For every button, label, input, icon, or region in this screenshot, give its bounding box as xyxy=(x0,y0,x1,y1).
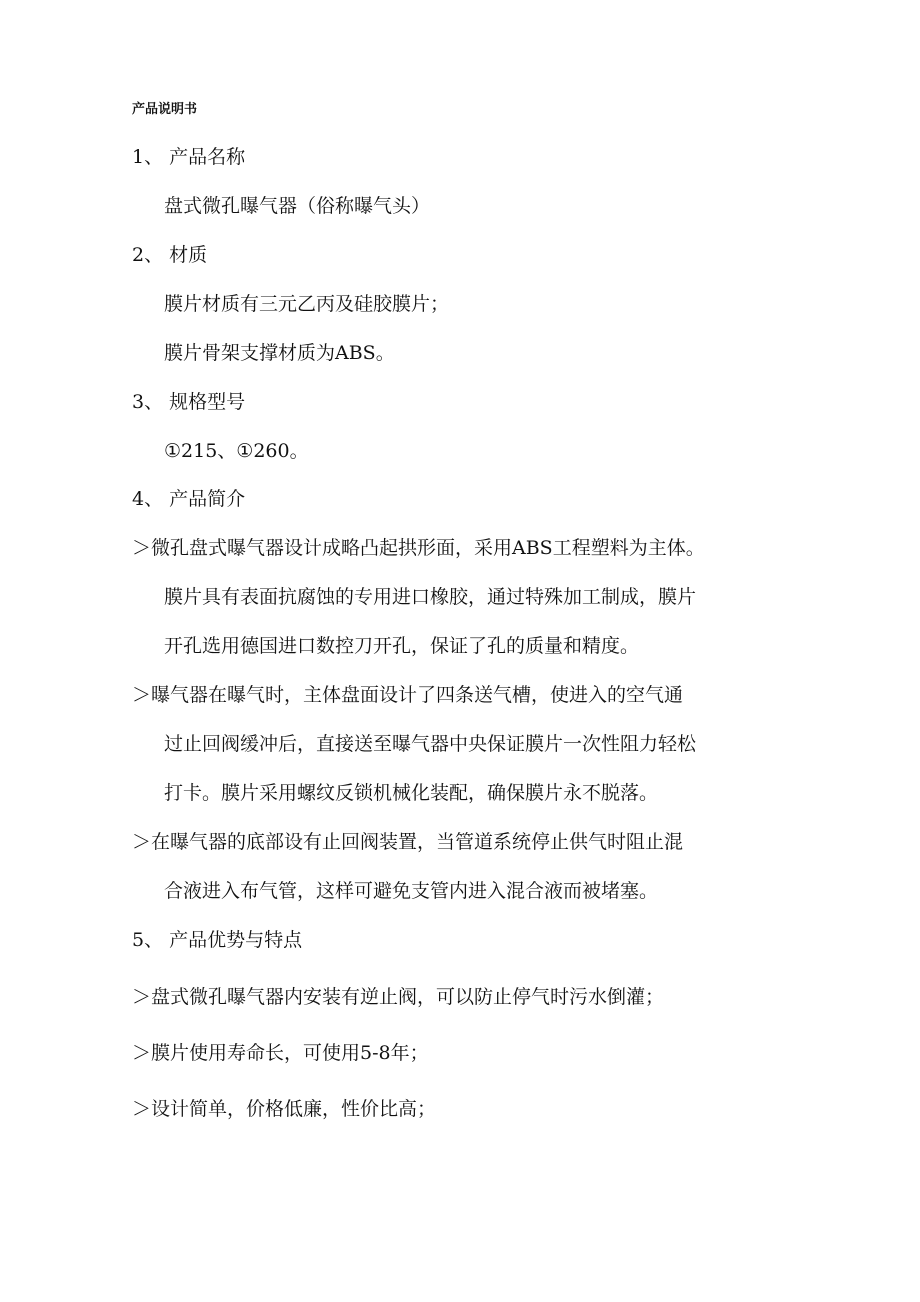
intro-paragraph-1-line-3: 开孔选用德国进口数控刀开孔，保证了孔的质量和精度。 xyxy=(164,635,640,657)
section-2-line: 膜片材质有三元乙丙及硅胶膜片； xyxy=(164,293,450,315)
section-2-heading: 2、 材质 xyxy=(132,244,208,266)
section-4-heading: 4、 产品简介 xyxy=(132,488,246,510)
section-2-line: 膜片骨架支撑材质为ABS。 xyxy=(164,342,395,364)
feature-item: ＞设计简单，价格低廉，性价比高； xyxy=(132,1098,437,1120)
feature-item: ＞膜片使用寿命长，可使用5-8年； xyxy=(132,1042,429,1064)
intro-paragraph-2-line-1: ＞曝气器在曝气时，主体盘面设计了四条送气槽，使进入的空气通 xyxy=(132,684,684,706)
intro-paragraph-1-line-2: 膜片具有表面抗腐蚀的专用进口橡胶，通过特殊加工制成，膜片 xyxy=(164,586,697,608)
section-1-heading: 1、 产品名称 xyxy=(132,146,246,168)
section-1-line: 盘式微孔曝气器（俗称曝气头） xyxy=(164,195,431,217)
intro-paragraph-2-line-3: 打卡。膜片采用螺纹反锁机械化装配，确保膜片永不脱落。 xyxy=(164,782,659,804)
section-5-heading: 5、 产品优势与特点 xyxy=(132,929,303,951)
intro-paragraph-1-line-1: ＞微孔盘式曝气器设计成略凸起拱形面，采用ABS工程塑料为主体。 xyxy=(132,537,705,559)
intro-paragraph-3-line-1: ＞在曝气器的底部设有止回阀装置，当管道系统停止供气时阻止混 xyxy=(132,831,684,853)
intro-paragraph-2-line-2: 过止回阀缓冲后，直接送至曝气器中央保证膜片一次性阻力轻松 xyxy=(164,733,697,755)
section-3-line: ①215、①260。 xyxy=(164,440,309,462)
document-title: 产品说明书 xyxy=(132,102,198,117)
intro-paragraph-3-line-2: 合液进入布气管，这样可避免支管内进入混合液而被堵塞。 xyxy=(164,880,659,902)
feature-item: ＞盘式微孔曝气器内安装有逆止阀，可以防止停气时污水倒灌； xyxy=(132,986,665,1008)
section-3-heading: 3、 规格型号 xyxy=(132,391,246,413)
